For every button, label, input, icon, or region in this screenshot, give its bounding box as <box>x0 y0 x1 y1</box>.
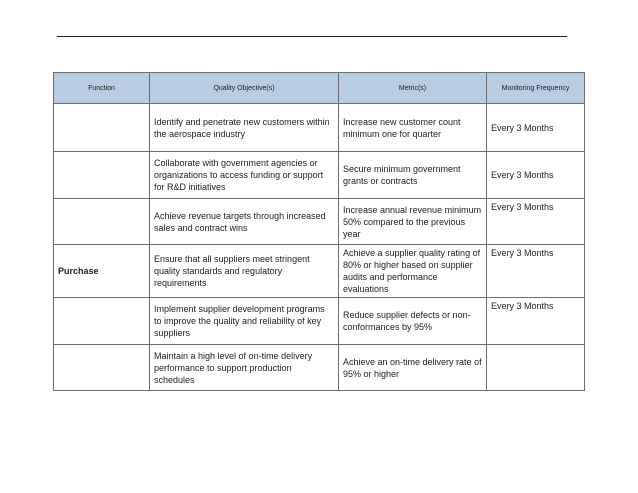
header-metrics: Metric(s) <box>339 73 487 104</box>
frequency-cell: Every 3 Months <box>487 298 585 345</box>
function-cell <box>54 345 150 391</box>
metric-cell: Achieve a supplier quality rating of 80% or higher based on supplier audits and performance evaluations <box>339 245 487 298</box>
table-row <box>54 298 585 345</box>
objective-cell: Ensure that all suppliers meet stringent quality standards and regulatory requirements <box>150 245 339 298</box>
table-row <box>54 345 585 391</box>
function-cell <box>54 199 150 245</box>
header-quality-objectives: Quality Objective(s) <box>150 73 339 104</box>
quality-objectives-table <box>53 72 585 391</box>
metric-cell: Increase annual revenue minimum 50% compared to the previous year <box>339 199 487 245</box>
frequency-cell: Every 3 Months <box>487 199 585 245</box>
metric-cell: Secure minimum government grants or contracts <box>339 152 487 199</box>
header-rule <box>57 36 567 37</box>
header-monitoring-frequency: Monitoring Frequency <box>487 73 585 104</box>
objective-cell: Achieve revenue targets through increased sales and contract wins <box>150 199 339 245</box>
metric-cell: Achieve an on-time delivery rate of 95% or higher <box>339 345 487 391</box>
function-cell <box>54 298 150 345</box>
metric-cell: Increase new customer count minimum one for quarter <box>339 104 487 152</box>
function-cell: Purchase <box>54 245 150 298</box>
table-row <box>54 245 585 298</box>
metric-cell: Reduce supplier defects or non-conformances by 95% <box>339 298 487 345</box>
function-cell <box>54 104 150 152</box>
objective-cell: Collaborate with government agencies or organizations to access funding or support for R&D initiatives <box>150 152 339 199</box>
frequency-cell: Every 3 Months <box>487 245 585 298</box>
frequency-cell <box>487 345 585 391</box>
frequency-cell: Every 3 Months <box>487 104 585 152</box>
header-function: Function <box>54 73 150 104</box>
table-row <box>54 152 585 199</box>
frequency-cell: Every 3 Months <box>487 152 585 199</box>
objective-cell: Identify and penetrate new customers within the aerospace industry <box>150 104 339 152</box>
function-cell <box>54 152 150 199</box>
objective-cell: Maintain a high level of on-time delivery performance to support production schedules <box>150 345 339 391</box>
objective-cell: Implement supplier development programs to improve the quality and reliability of key suppliers <box>150 298 339 345</box>
table-row <box>54 199 585 245</box>
table-header-row <box>54 73 585 104</box>
table-row <box>54 104 585 152</box>
